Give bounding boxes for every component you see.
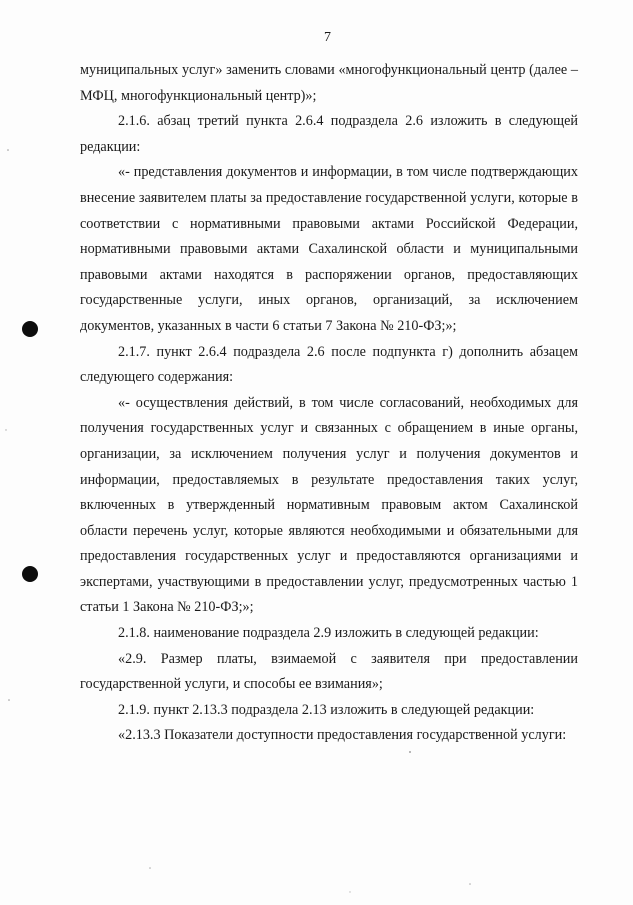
punch-hole-top — [22, 321, 38, 337]
paragraph-2-1-6: 2.1.6. абзац третий пункта 2.6.4 подраздела 2.6 изложить в следующей редакции: — [80, 113, 578, 155]
paragraph-2-1-7: 2.1.7. пункт 2.6.4 подраздела 2.6 после подпункта г) дополнить абзацем следующего содержания: — [80, 343, 578, 386]
paragraph-continuation: муниципальных услуг» заменить словами «многофункциональный центр (далее – МФЦ, многофункциональный центр)»; — [80, 62, 578, 104]
paragraph-2-1-9: 2.1.9. пункт 2.13.3 подраздела 2.13 изложить в следующей редакции: — [118, 701, 535, 718]
paragraph-quote-actions: «- осуществления действий, в том числе согласований, необходимых для получения государственных услуг и связанных с обращением в иные органы, организации, за исключением получения услуг и получения документов и информации, предоставляемых в результате предоставления таких услуг, включенных в утвержденный нормативным правовым актом Сахалинской области перечень услуг, которые являются необходимыми и обязательными для предоставления государственных услуг и предоставляются организациями и экспертами, участвующими в предоставлении услуг, предусмотренных частью 1 статьи 1 Закона № 210-ФЗ;»; — [80, 394, 578, 616]
paragraph-2-1-8: 2.1.8. наименование подраздела 2.9 изложить в следующей редакции: — [118, 625, 539, 642]
paragraph-quote-2-13-3: «2.13.3 Показатели доступности предоставления государственной услуги: — [118, 727, 567, 744]
paragraph-quote-documents: «- представления документов и информации, в том числе подтверждающих внесение заявителем платы за предоставление государственной услуги, которые в соответствии с нормативными правовыми актами Российской Федерации, нормативными правовыми актами Сахалинской области и муниципальными правовыми актами находятся в распоряжении органов, предоставляющих государственные услуги, иных органов, организаций, за исключением документов, указанных в части 6 статьи 7 Закона № 210-ФЗ;»; — [80, 164, 578, 334]
page-number: 7 — [324, 30, 331, 45]
paragraph-quote-2-9: «2.9. Размер платы, взимаемой с заявителя при предоставлении государственной услуги, и способы ее взимания»; — [80, 650, 578, 693]
document-body — [80, 58, 578, 749]
punch-hole-bottom — [22, 566, 38, 582]
